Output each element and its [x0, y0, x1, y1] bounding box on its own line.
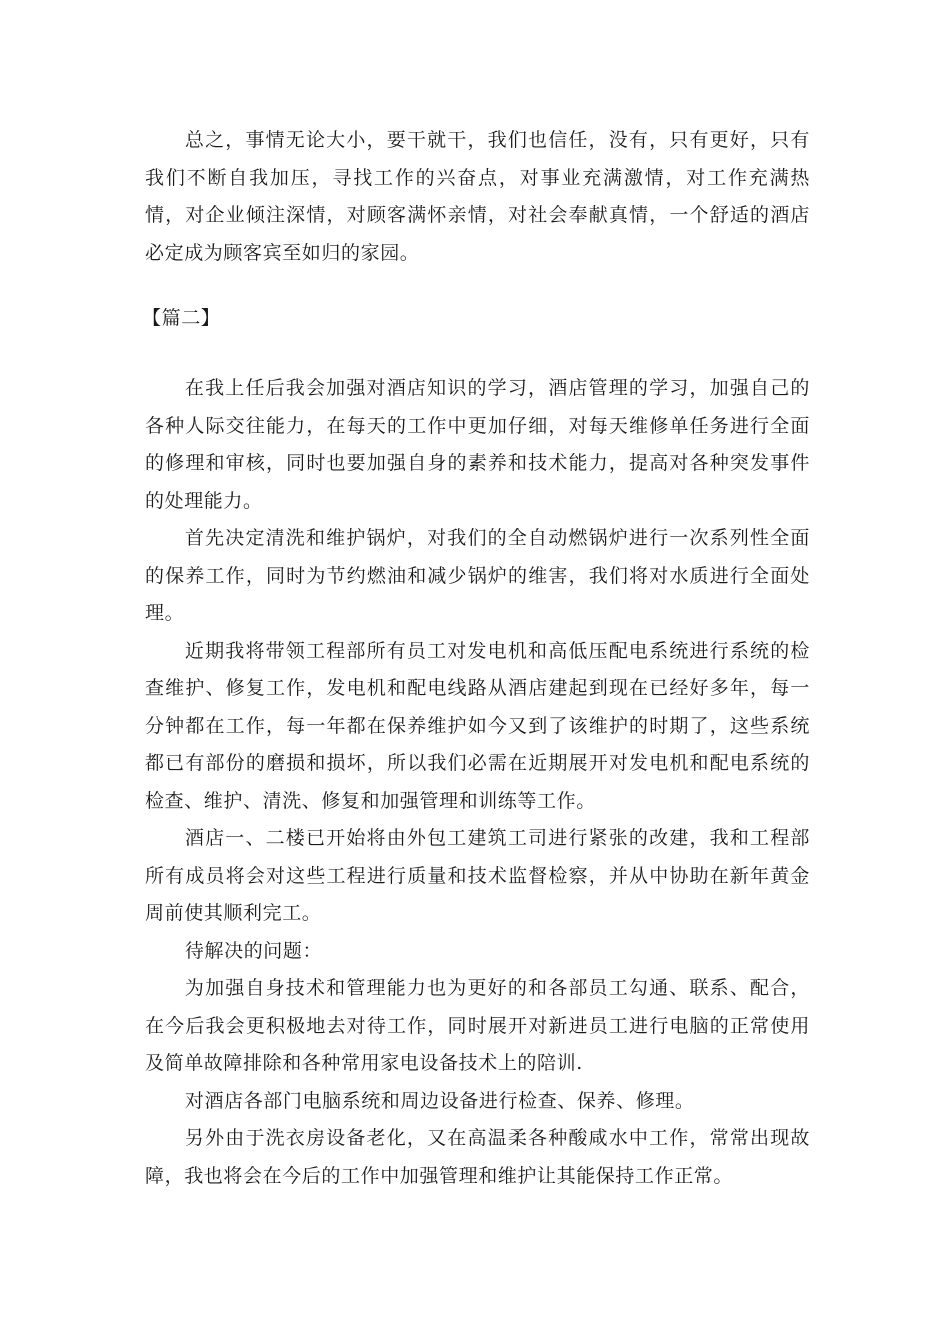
intro-paragraph: 总之，事情无论大小，要干就干，我们也信任，没有，只有更好，只有我们不断自我加压，寻找工作的兴奋点，对事业充满激情，对工作充满热情，对企业倾注深情，对顾客满怀亲情，对社会奉献真情，一个舒适的酒店必定成为顾客宾至如归的家园。 — [145, 129, 810, 264]
body-paragraph: 对酒店各部门电脑系统和周边设备进行检查、保养、修理。 — [184, 1089, 695, 1112]
intro-section — [145, 122, 810, 272]
body-paragraph: 近期我将带领工程部所有员工对发电机和高低压配电系统进行系统的检查维护、修复工作，发电机和配电线路从酒店建起到现在已经好多年，每一分钟都在工作，每一年都在保养维护如今又到了该维护的时期了，这些系统都已有部份的磨损和损坏，所以我们必需在近期展开对发电机和配电系统的检查、维护、清洗、修复和加强管理和训练等工作。 — [145, 639, 810, 812]
body-paragraph: 在我上任后我会加强对酒店知识的学习，酒店管理的学习，加强自己的各种人际交往能力，在每天的工作中更加仔细，对每天维修单任务进行全面的修理和审核，同时也要加强自身的素养和技术能力，提高对各种突发事件的处理能力。 — [145, 377, 810, 512]
body-paragraph: 酒店一、二楼已开始将由外包工建筑工司进行紧张的改建，我和工程部所有成员将会对这些工程进行质量和技术监督检察，并从中协助在新年黄金周前使其顺利完工。 — [145, 827, 810, 924]
section-body — [145, 370, 810, 1195]
body-paragraph: 首先决定清洗和维护锅炉，对我们的全自动燃锅炉进行一次系列性全面的保养工作，同时为节约燃油和减少锅炉的维害，我们将对水质进行全面处理。 — [145, 527, 810, 624]
body-paragraph: 为加强自身技术和管理能力也为更好的和各部员工勾通、联系、配合，在今后我会更积极地去对待工作，同时展开对新进员工进行电脑的正常使用及简单故障排除和各种常用家电设备技术上的陪训. — [145, 977, 810, 1074]
body-paragraph: 待解决的问题： — [184, 939, 323, 962]
section-title: 【篇二】 — [142, 307, 221, 329]
body-paragraph: 另外由于洗衣房设备老化，又在高温柔各种酸咸水中工作，常常出现故障，我也将会在今后的工作中加强管理和维护让其能保持工作正常。 — [145, 1127, 810, 1187]
